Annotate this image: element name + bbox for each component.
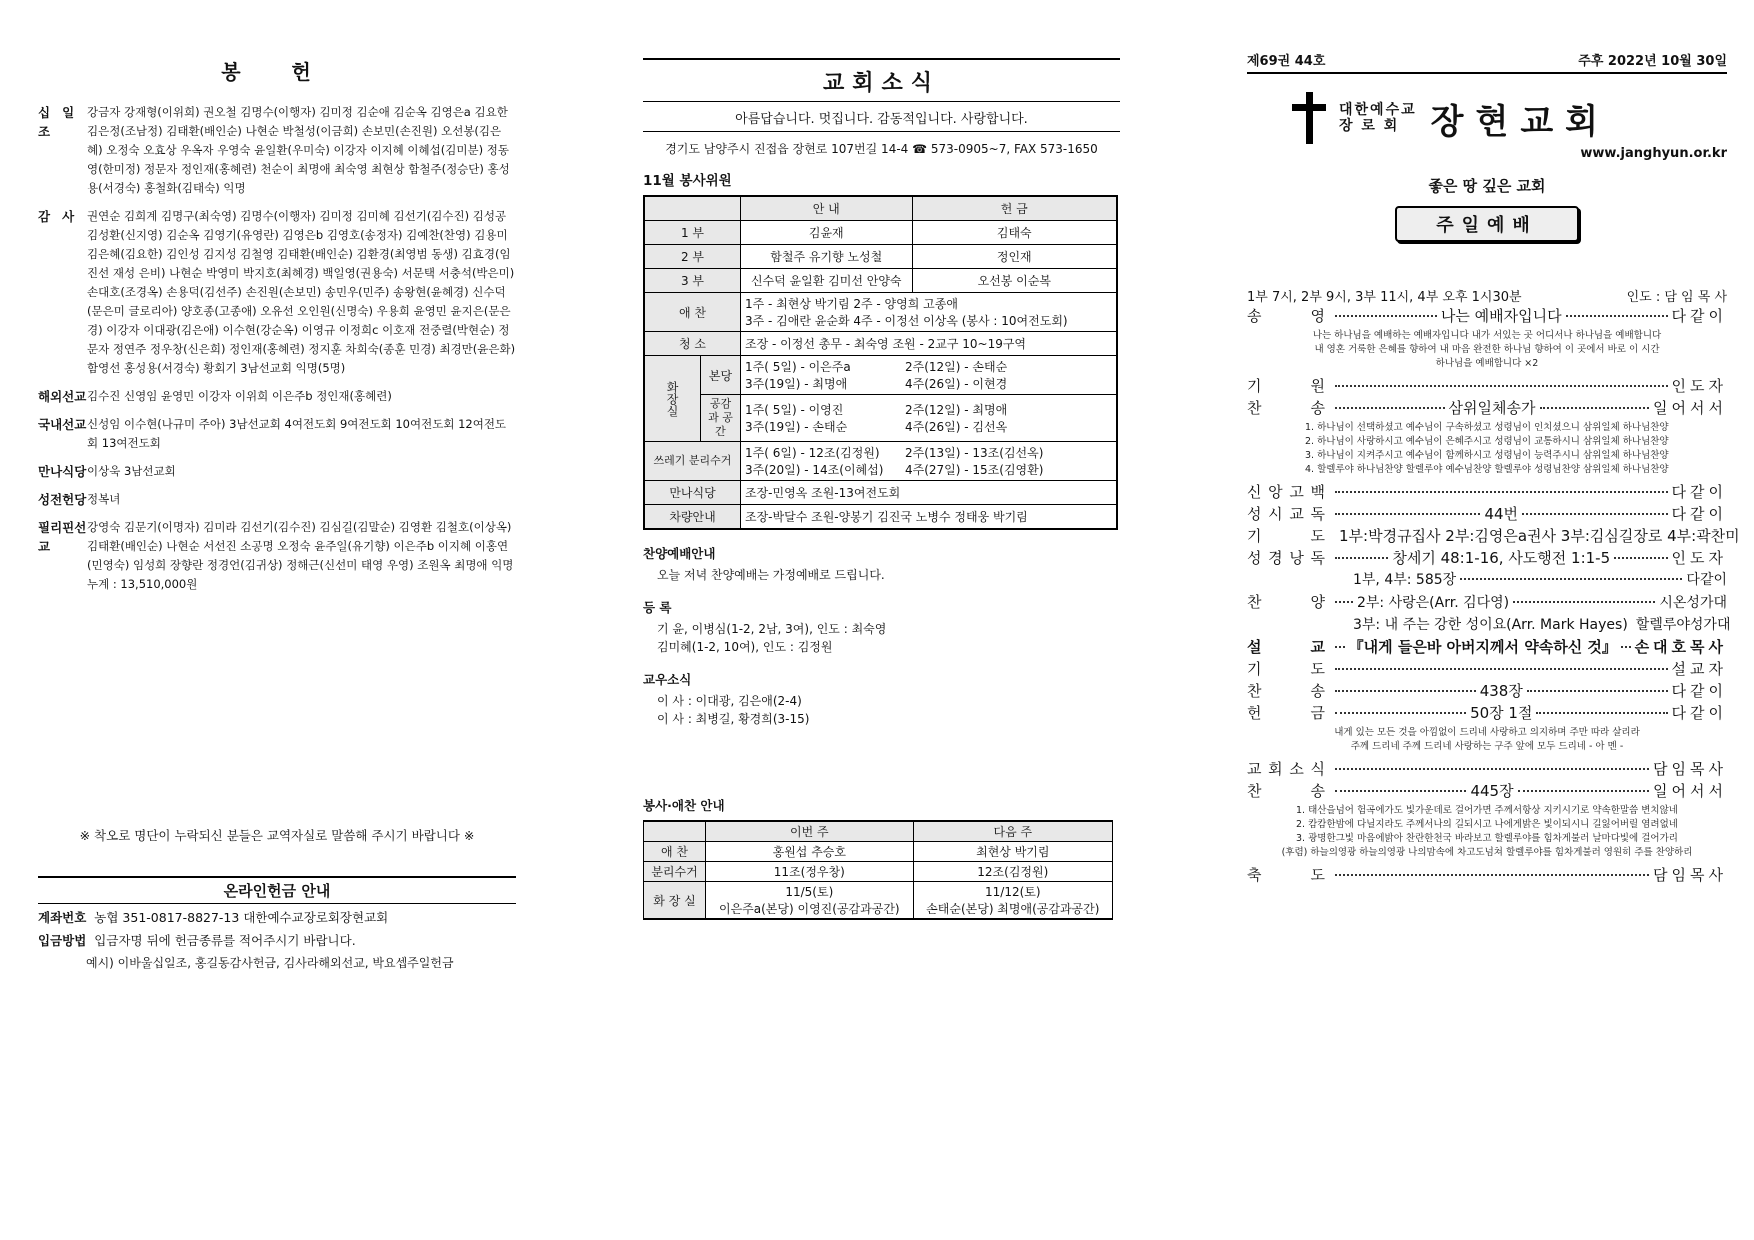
order-item-label xyxy=(1247,525,1331,547)
registration-line: 김미혜(1-2, 10여), 인도 : 김정원 xyxy=(657,640,833,654)
order-item-label-char: 식 xyxy=(1310,760,1325,778)
order-item xyxy=(1247,503,1727,525)
order-item xyxy=(1247,375,1727,397)
order-item-role: 설교자 xyxy=(1671,660,1727,678)
offering-group xyxy=(38,462,516,481)
dot-leader xyxy=(1335,646,1345,648)
order-of-worship xyxy=(1247,305,1740,886)
lyrics-line: 4. 할렐루야 하나님찬양 할렐루야 예수님찬양 할렐루야 성령님찬양 삼위일체 하나님찬양 xyxy=(1305,464,1669,475)
order-item-content: 나는 예배자입니다 xyxy=(1440,307,1562,325)
account-label: 계좌번호 xyxy=(38,910,87,925)
cell-text: 1주( 5일) - 이영진 xyxy=(745,403,844,417)
offering-group-names: 권연순 김희계 김명구(최숙영) 김명수(이행자) 김미정 김미혜 김선기(김수진) 김성공 김성환(신지영) 김순옥 김영기(유영란) 김영은b 김영호(송정자) 김예찬(찬영) 김용미 김은혜(김요한) 김인성 김지성 김철영 김태환(배인순) 김환경(최영범 동생) 김효경(임진선 재성 은비) 나현순 박영미 박지호(최혜경) 백일영(권용숙) 서문택 서충석(박은미) 손대호(조경옥) 손용덕(김선주) 손진원(손보민) 송민우(민주) 송왕현(윤혜경) 신수덕(문은미 글로리아) 양호종(고종애) 오유선 오인원(신명숙) 우용희 윤영민 윤지은(문은경) 이강자 이대광(김은애) 이수현(강순옥) 이영규 이정희c 이호재 전중렬(박현순) 정문자 정연주 정우창(신은희) 정인재(홍혜련) 정지훈 차희숙(종훈 민경) 최경만(윤은화) 함영선 홍성용(서경숙) 황회기 3남선교회 익명(5명) xyxy=(87,209,516,375)
lyrics-line: (후렴) 하늘의영광 하늘의영광 나의맘속에 차고도넘쳐 할렐루야를 힘차게불러 영원히 주를 찬양하리 xyxy=(1281,847,1693,858)
dot-leader xyxy=(1335,601,1353,603)
cell-text: 11/12(토) xyxy=(985,885,1041,899)
order-item-label-char: 백 xyxy=(1310,483,1325,501)
cell: 정인재 xyxy=(912,245,1117,269)
order-item-role: 다같이 xyxy=(1671,483,1727,501)
lyrics-block xyxy=(1247,726,1727,754)
offering-group-label: 필리핀선교 xyxy=(38,520,87,554)
order-item-label-char: 찬 xyxy=(1247,593,1262,611)
lyrics-line: 1. 태산을넘어 험곡에가도 빛가운데로 걸어가면 주께서항상 지키시기로 약속한말씀 변치않네 xyxy=(1296,805,1678,816)
dot-leader xyxy=(1460,578,1682,580)
dot-leader xyxy=(1335,407,1445,409)
dot-leader xyxy=(1335,557,1388,559)
offering-group-names: 정복녀 xyxy=(87,492,121,506)
dot-leader xyxy=(1518,790,1649,792)
offering-group xyxy=(38,387,516,406)
service-leader: 인도 : 담 임 목 사 xyxy=(1626,290,1727,305)
order-item xyxy=(1247,591,1727,614)
row-label: 화 장 실 xyxy=(644,882,706,920)
dot-leader xyxy=(1335,513,1480,515)
lyrics-line: 2. 캄캄한밤에 다닐지라도 주께서나의 길되시고 나에게밝은 빛이되시니 길잃어버릴 염려없네 xyxy=(1296,819,1678,830)
order-item-label-char: 낭 xyxy=(1289,549,1304,567)
order-item-label-char: 고 xyxy=(1289,483,1304,501)
dot-leader xyxy=(1540,407,1650,409)
order-item-content: 50장 1절 xyxy=(1470,704,1533,722)
offering-group xyxy=(38,103,516,198)
order-item-label-char: 찬 xyxy=(1247,682,1262,700)
order-item-label-char: 교 xyxy=(1247,760,1262,778)
clean-cell: 조장 - 이정선 총무 - 최숙영 조원 - 2교구 10~19구역 xyxy=(741,332,1118,356)
order-item-label-char: 시 xyxy=(1268,505,1283,523)
dot-leader xyxy=(1536,712,1667,714)
dot-leader xyxy=(1335,690,1476,692)
dot-leader xyxy=(1335,315,1437,317)
order-item-role: 인도자 xyxy=(1671,549,1727,567)
dot-leader xyxy=(1335,790,1466,792)
offering-list xyxy=(38,103,516,594)
method-row xyxy=(38,931,516,950)
offering-group xyxy=(38,207,516,378)
cell-text: 1주( 5일) - 이은주a xyxy=(745,360,851,374)
volume: 제69권 44호 xyxy=(1247,54,1326,69)
cross-icon xyxy=(1287,92,1331,144)
order-item-label-char: 도 xyxy=(1310,660,1325,678)
cell xyxy=(706,882,914,920)
clean-label: 청 소 xyxy=(644,332,741,356)
online-offering-title: 온라인헌금 안내 xyxy=(38,876,516,904)
order-item xyxy=(1247,780,1727,802)
order-item xyxy=(1247,525,1740,547)
car-label: 차량안내 xyxy=(644,505,741,530)
hymn-choir: 시온성가대 xyxy=(1659,595,1727,611)
method-text: 입금자명 뒤에 헌금종류를 적어주시기 바랍니다. xyxy=(94,933,356,948)
order-item-label xyxy=(1247,591,1331,613)
order-item-label-char: 신 xyxy=(1247,483,1262,501)
dot-leader xyxy=(1335,385,1668,387)
offering-group xyxy=(38,490,516,509)
denomination-line: 장 로 회 xyxy=(1339,118,1400,134)
offering-group-label: 감사 xyxy=(38,209,87,224)
order-item-role: 인도자 xyxy=(1671,377,1727,395)
order-item-label-char: 교 xyxy=(1310,638,1325,656)
order-item-label-char: 양 xyxy=(1310,593,1325,611)
order-item-content: 44번 xyxy=(1484,505,1519,523)
cell: 12조(김정원) xyxy=(913,862,1112,882)
offering-group-names: 김수진 신영임 윤영민 이강자 이위희 이은주b 정인재(홍혜련) xyxy=(87,389,392,403)
col-this-week: 이번 주 xyxy=(706,821,914,842)
dot-leader xyxy=(1335,668,1668,670)
lyrics-line: 주께 드리네 주께 드리네 사랑하는 구주 앞에 모두 드리네 - 아 멘 - xyxy=(1350,741,1624,752)
cell: 신수덕 윤일환 김미선 안양숙 xyxy=(741,269,913,293)
order-item xyxy=(1247,658,1727,680)
cell-text: 4주(26일) - 이현경 xyxy=(905,377,1008,391)
order-item-label xyxy=(1247,680,1331,702)
cover-column xyxy=(1247,40,1740,886)
praise-text: 오늘 저녁 찬양예배는 가정예배로 드립니다. xyxy=(657,568,885,582)
bondang-label: 본당 xyxy=(701,356,741,395)
alumni-line: 이 사 : 최병길, 황경희(3-15) xyxy=(657,712,810,726)
order-item-label-char: 송 xyxy=(1310,399,1325,417)
dot-leader xyxy=(1335,874,1649,876)
order-item-label-char: 송 xyxy=(1310,682,1325,700)
offering-group-names: 강영숙 김문기(이명자) 김미라 김선기(김수진) 김심길(김말순) 김영환 김철호(이상옥) 김태환(배인순) 나현순 서선진 소공명 오정숙 윤주일(유기향) 이은주b 이지혜 이홍연(민영숙) 임성희 장향란 정경언(김귀상) 정해근(신선미 태영 우영) 조원옥 최명애 익명 누계 : 13,510,000원 xyxy=(87,520,514,591)
cell-text: 4주(26일) - 김선옥 xyxy=(905,420,1008,434)
order-item-label-char: 송 xyxy=(1247,307,1262,325)
offering-group-label: 성전헌당 xyxy=(38,492,87,507)
order-item xyxy=(1247,397,1727,419)
aechan-cell xyxy=(741,293,1118,332)
order-item-label xyxy=(1247,702,1331,724)
cell-text: 2주(13일) - 13조(김선옥) xyxy=(905,446,1044,460)
cell-text: 이은주a(본당) 이영진(공감과공간) xyxy=(719,902,900,916)
cell: 오선봉 이순복 xyxy=(912,269,1117,293)
order-item xyxy=(1247,702,1727,724)
corner-cell xyxy=(644,196,741,221)
cell-text: 2주(12일) - 최명애 xyxy=(905,403,1008,417)
row-label: 3 부 xyxy=(644,269,741,293)
order-item-content: 삼위일체송가 xyxy=(1448,399,1536,417)
order-item-label-char: 금 xyxy=(1310,704,1325,722)
cell: 11조(정우창) xyxy=(706,862,914,882)
service-times: 1부 7시, 2부 9시, 3부 11시, 4부 오후 1시30분 xyxy=(1247,290,1522,305)
cell: 김윤재 xyxy=(741,221,913,245)
offering-group xyxy=(38,518,516,594)
order-item-role: 손대호목사 xyxy=(1634,638,1728,656)
order-item-content: 438장 xyxy=(1479,682,1523,700)
order-item xyxy=(1247,547,1727,569)
order-item xyxy=(1247,305,1727,327)
dot-leader xyxy=(1614,557,1667,559)
cell-text: 11/5(토) xyxy=(785,885,834,899)
order-item-label-char: 앙 xyxy=(1268,483,1283,501)
hymn-choir: 할렐루야성가대 xyxy=(1635,617,1731,633)
gong-cell xyxy=(741,395,1118,442)
offering-group-label: 국내선교 xyxy=(38,417,87,432)
lyrics-line: 3. 하나님이 지켜주시고 예수님이 함께하시고 성령님이 능력주시니 삼위일체 하나님찬양 xyxy=(1305,450,1669,461)
cell-text: 3주(20일) - 14조(이혜섭) xyxy=(745,463,884,477)
row-label: 2 부 xyxy=(644,245,741,269)
order-item-label xyxy=(1247,864,1331,886)
church-name: 장현교회 xyxy=(1430,101,1611,142)
dot-leader xyxy=(1621,646,1631,648)
order-item-label xyxy=(1247,503,1331,525)
cell-text: 3주(19일) - 손태순 xyxy=(745,420,848,434)
aechan-line: 1주 - 최현상 박기림 2주 - 양영희 고종애 xyxy=(745,297,958,311)
omission-notice: ※ 착오로 명단이 누락되신 분들은 교역자실로 말씀해 주시기 바랍니다 ※ xyxy=(79,828,475,843)
cell-text: 2주(12일) - 손태순 xyxy=(905,360,1008,374)
row-label: 분리수거 xyxy=(644,862,706,882)
lyrics-line: 나는 하나님을 예배하는 예배자입니다 내가 서있는 곳 어디서나 하나님을 예배합니다 xyxy=(1312,330,1662,341)
hymn-part: 1부, 4부: 585장 xyxy=(1353,572,1457,588)
corner-cell xyxy=(644,821,706,842)
dot-leader xyxy=(1522,513,1667,515)
news-title: 교회소식 xyxy=(643,58,1120,102)
offering-group-label: 해외선교 xyxy=(38,389,87,404)
order-item xyxy=(1247,614,1731,636)
order-item xyxy=(1247,569,1727,591)
order-item-content: 1부:박경규집사 2부:김영은a권사 3부:김심길장로 4부:곽찬미 xyxy=(1339,527,1740,545)
gong-label: 공감과 공간 xyxy=(701,395,741,442)
offering-group xyxy=(38,415,516,453)
order-item-label-char: 성 xyxy=(1247,549,1262,567)
row-label: 애 찬 xyxy=(644,842,706,862)
church-address: 경기도 남양주시 진접읍 장현로 107번길 14-4 ☎ 573-0905~7, FAX 573-1650 xyxy=(643,131,1120,161)
order-item-content: 445장 xyxy=(1470,782,1514,800)
order-item-label-char: 회 xyxy=(1268,760,1283,778)
order-item xyxy=(1247,481,1727,503)
lyrics-line: 내 영혼 거룩한 은혜를 향하여 내 마음 완전한 하나님 향하여 이 곳에서 바로 이 시간 xyxy=(1314,344,1660,355)
order-item-label-char: 소 xyxy=(1289,760,1304,778)
manna-label: 만나식당 xyxy=(644,481,741,505)
order-item-label xyxy=(1247,481,1331,503)
slogan: 아름답습니다. 멋집니다. 감동적입니다. 사랑합니다. xyxy=(735,112,1028,127)
order-item-label-char: 설 xyxy=(1247,638,1262,656)
order-item-label-char: 성 xyxy=(1247,505,1262,523)
row-label: 1 부 xyxy=(644,221,741,245)
order-item-label xyxy=(1247,375,1331,397)
offering-group-label: 만나식당 xyxy=(38,464,87,479)
cell: 홍원섭 추승호 xyxy=(706,842,914,862)
offering-title: 봉 헌 xyxy=(221,60,333,84)
hymn-part: 3부: 내 주는 강한 성이요(Arr. Mark Hayes) xyxy=(1353,617,1628,633)
lyrics-line: 하나님을 예배합니다 ×2 xyxy=(1435,358,1539,369)
order-item-label xyxy=(1247,397,1331,419)
account-row xyxy=(38,908,516,927)
service-aechan-table xyxy=(643,820,1113,920)
col-guide: 안 내 xyxy=(741,196,913,221)
order-item-label xyxy=(1247,636,1331,658)
order-item-content: 『내게 들은바 아버지께서 약속하신 것』 xyxy=(1348,638,1617,656)
order-item-label-char: 송 xyxy=(1310,782,1325,800)
lyrics-line: 2. 하나님이 사랑하시고 예수님이 은혜주시고 성령님이 교통하시니 삼위일체 하나님찬양 xyxy=(1305,436,1669,447)
cell-text: 손태순(본당) 최명애(공감과공간) xyxy=(926,902,1100,916)
order-item-label-char: 헌 xyxy=(1247,704,1262,722)
dot-leader xyxy=(1566,315,1668,317)
header-row xyxy=(1247,50,1727,74)
denomination-line: 대한예수교 xyxy=(1339,102,1417,118)
service-aechan-title: 봉사·애찬 안내 xyxy=(643,798,725,813)
alumni-title: 교우소식 xyxy=(643,672,692,687)
order-item-label-char: 기 xyxy=(1247,377,1262,395)
hymn-choir: 다같이 xyxy=(1686,572,1727,588)
order-item xyxy=(1247,864,1727,886)
alumni-line: 이 사 : 이대광, 김은애(2-4) xyxy=(657,694,802,708)
lyrics-line: 3. 광명한그빛 마음에밝아 찬란한천국 바라보고 할렐루야를 힘차게불러 날마다빛에 걸어가리 xyxy=(1296,833,1678,844)
order-item-label xyxy=(1247,305,1331,327)
church-url[interactable]: www.janghyun.or.kr xyxy=(1580,146,1727,161)
aechan-line: 3주 - 김애란 윤순화 4주 - 이정선 이상옥 (봉사 : 10여전도회) xyxy=(745,314,1068,328)
dot-leader xyxy=(1335,768,1649,770)
offering-group-names: 신성임 이수현(나규미 주아) 3남선교회 4여전도회 9여전도회 10여전도회 12여전도회 13여전도회 xyxy=(87,417,507,450)
order-item-label-char: 찬 xyxy=(1247,782,1262,800)
cell-text: 3주(19일) - 최명애 xyxy=(745,377,848,391)
method-label: 입금방법 xyxy=(38,933,87,948)
order-item-content: 창세기 48:1-16, 사도행전 1:1-5 xyxy=(1392,549,1611,567)
motto: 좋은 땅 깊은 교회 xyxy=(1428,177,1546,195)
bondang-cell xyxy=(741,356,1118,395)
order-item-label-char: 기 xyxy=(1247,660,1262,678)
order-item xyxy=(1247,636,1727,658)
registration-title: 등 록 xyxy=(643,600,672,615)
cell xyxy=(913,882,1112,920)
dot-leader xyxy=(1335,491,1668,493)
order-item-role: 다같이 xyxy=(1671,505,1727,523)
order-item-label-char: 원 xyxy=(1310,377,1325,395)
trash-cell xyxy=(741,442,1118,481)
service-times-row xyxy=(1247,286,1727,305)
lyrics-line: 1. 하나님이 선택하셨고 예수님이 구속하셨고 성령님이 인치셨으니 삼위일체 하나님찬양 xyxy=(1305,422,1669,433)
order-item-label-char: 독 xyxy=(1310,505,1325,523)
cell: 최현상 박기림 xyxy=(913,842,1112,862)
dot-leader xyxy=(1335,712,1466,714)
lyrics-block xyxy=(1247,421,1727,477)
service-title: 주일예배 xyxy=(1395,206,1579,242)
news-column xyxy=(643,40,1120,920)
order-item-label-char: 찬 xyxy=(1247,399,1262,417)
car-cell: 조장-박달수 조원-양봉기 김진국 노병수 정태웅 박기림 xyxy=(741,505,1118,530)
church-logo xyxy=(1287,92,1727,144)
order-item-label xyxy=(1247,547,1331,569)
offering-group-names: 강금자 강재형(이위희) 권오철 김명수(이행자) 김미정 김순애 김순옥 김영은a 김요한 김은정(조남정) 김태환(배인순) 나현순 박철성(이금희) 손보민(손진원) 오선봉(김은혜) 오정숙 오효상 우옥자 우영숙 윤일환(우미숙) 이강자 이지혜 이혜섭(김미분) 정동영(한미정) 정문자 정인재(홍혜련) 천순이 최명애 최숙영 최현상 함철주(정승단) 홍성용(서경숙) 홍철화(김태숙) 익명 xyxy=(87,105,510,195)
lyrics-block xyxy=(1247,804,1727,860)
order-item xyxy=(1247,680,1727,702)
order-item-label-char: 도 xyxy=(1310,866,1325,884)
nov-volunteers-title: 11월 봉사위원 xyxy=(643,173,732,189)
cell: 김태숙 xyxy=(912,221,1117,245)
registration-line: 기 윤, 이병심(1-2, 2남, 3여), 인도 : 최숙영 xyxy=(657,622,887,636)
order-item-label xyxy=(1247,758,1331,780)
order-item-role: 다같이 xyxy=(1671,682,1728,700)
cell-text: 1주( 6일) - 12조(김정원) xyxy=(745,446,880,460)
hymn-part: 2부: 사랑은(Arr. 김다영) xyxy=(1357,595,1510,611)
col-offering: 헌 금 xyxy=(912,196,1117,221)
order-item-label-char: 영 xyxy=(1310,307,1325,325)
date: 주후 2022년 10월 30일 xyxy=(1578,54,1727,69)
trash-label: 쓰레기 분리수거 xyxy=(644,442,741,481)
dot-leader xyxy=(1527,690,1668,692)
lyrics-line: 내게 있는 모든 것을 아낌없이 드리네 사랑하고 의지하며 주만 따라 살리라 xyxy=(1334,727,1640,738)
dot-leader xyxy=(1513,601,1655,603)
aechan-label: 애 찬 xyxy=(644,293,741,332)
order-item-label-char: 도 xyxy=(1310,527,1325,545)
order-item-label-char: 기 xyxy=(1247,527,1262,545)
order-item-label-char: 경 xyxy=(1268,549,1283,567)
praise-title: 찬양예배안내 xyxy=(643,546,716,561)
order-item xyxy=(1247,758,1727,780)
volunteer-table xyxy=(643,195,1118,530)
denomination xyxy=(1339,102,1417,134)
offering-group-names: 이상욱 3남선교회 xyxy=(87,464,176,478)
method-example: 예시) 이바울십일조, 홍길동감사헌금, 김사라해외선교, 박요셉주일헌금 xyxy=(86,956,454,970)
restroom-label: 화장실 xyxy=(644,356,701,442)
offering-group-label: 십일조 xyxy=(38,105,87,139)
lyrics-block xyxy=(1247,329,1727,371)
order-item-role: 다같이 xyxy=(1671,307,1727,325)
account-number: 농협 351-0817-8827-13 대한예수교장로회장현교회 xyxy=(94,910,389,925)
order-item-label-char: 교 xyxy=(1289,505,1304,523)
manna-cell: 조장-민영옥 조원-13여전도회 xyxy=(741,481,1118,505)
order-item-role: 다같이 xyxy=(1671,704,1727,722)
order-item-label xyxy=(1247,780,1331,802)
order-item-label-char: 독 xyxy=(1310,549,1325,567)
order-item-label xyxy=(1247,658,1331,680)
col-next-week: 다음 주 xyxy=(913,821,1112,842)
cell-text: 4주(27일) - 15조(김영환) xyxy=(905,463,1044,477)
order-item-label-char: 축 xyxy=(1247,866,1262,884)
order-item-role: 담임목사 xyxy=(1653,760,1727,778)
order-item-role: 일어서서 xyxy=(1653,782,1727,800)
order-item-role: 담임목사 xyxy=(1653,866,1727,884)
offering-column xyxy=(38,40,516,971)
order-item-role: 일어서서 xyxy=(1653,399,1728,417)
cell: 함철주 유기향 노성철 xyxy=(741,245,913,269)
